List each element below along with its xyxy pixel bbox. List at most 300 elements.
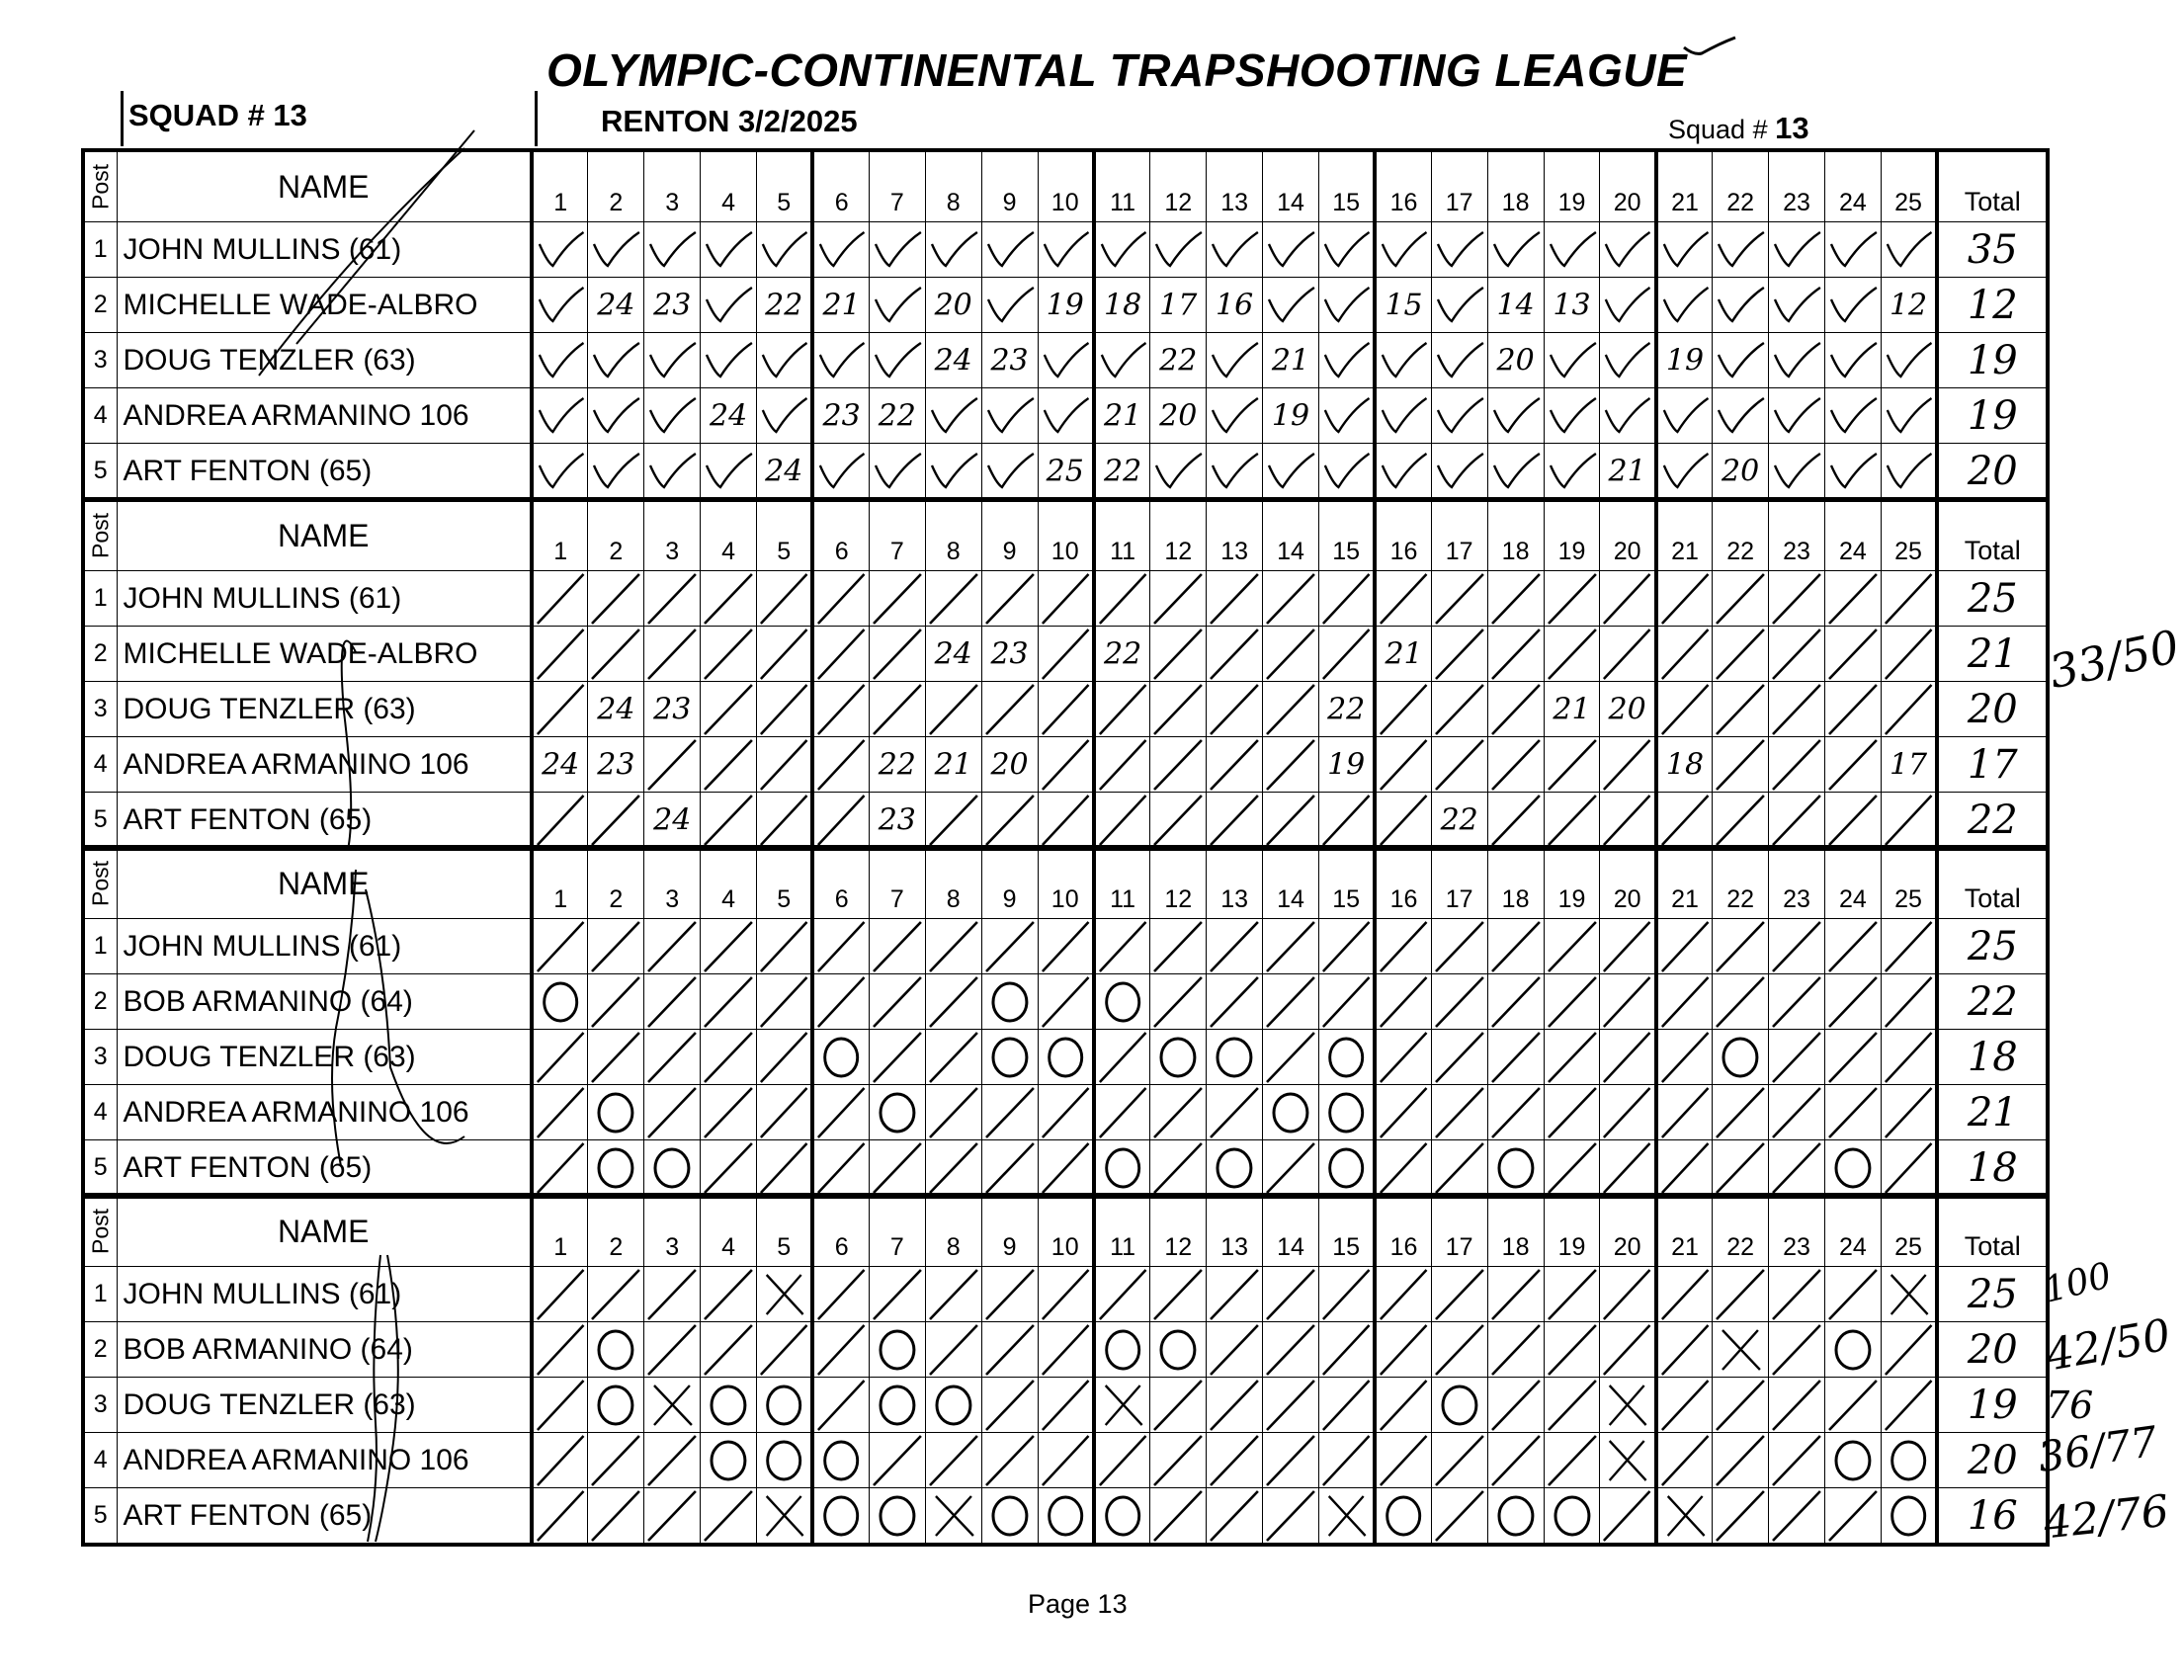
hit-slash-mark [1824, 571, 1881, 627]
target-number-header: 12 [1150, 150, 1207, 222]
miss-circle-mark [812, 1433, 869, 1488]
hit-slash-mark [1824, 1267, 1881, 1322]
hit-check-mark [757, 222, 813, 278]
shooter-row [83, 1030, 2048, 1085]
hit-slash-mark [1713, 793, 1769, 850]
shooter-name: JOHN MULLINS (61) [117, 222, 532, 278]
shooter-name: ART FENTON (65) [117, 1140, 532, 1198]
hit-slash-mark [812, 627, 869, 682]
running-count-mark [1094, 627, 1150, 682]
running-count-mark [981, 627, 1038, 682]
hit-slash-mark [1094, 1085, 1150, 1140]
hit-slash-mark [981, 919, 1038, 974]
hit-slash-mark [1431, 737, 1487, 793]
miss-circle-mark [644, 1140, 701, 1198]
hit-slash-mark [1713, 682, 1769, 737]
hit-slash-mark [1375, 1085, 1431, 1140]
hit-slash-mark [1263, 919, 1319, 974]
hit-slash-mark [1656, 1140, 1713, 1198]
hit-check-mark [1150, 444, 1207, 501]
hit-check-mark [1487, 222, 1544, 278]
hit-check-mark [1769, 388, 1825, 444]
post-header-label: Post [87, 1208, 114, 1255]
hit-check-mark [757, 333, 813, 388]
target-number-header: 10 [1038, 1195, 1094, 1267]
hit-check-mark [644, 388, 701, 444]
target-number-header: 15 [1318, 150, 1375, 222]
hit-slash-mark [1150, 682, 1207, 737]
hit-slash-mark [812, 793, 869, 850]
shooter-row [83, 444, 2048, 501]
post-header [83, 847, 117, 919]
running-count-value: 12 [1889, 288, 1928, 322]
shooter-row [83, 1433, 2048, 1488]
hit-slash-mark [812, 737, 869, 793]
target-number-header: 22 [1713, 847, 1769, 919]
hit-slash-mark [1544, 627, 1600, 682]
hit-slash-mark [701, 1085, 757, 1140]
round-total: 25 [1937, 919, 2048, 974]
target-number-header: 7 [869, 499, 925, 571]
hit-slash-mark [1094, 919, 1150, 974]
shooter-row [83, 627, 2048, 682]
hit-slash-mark [1318, 627, 1375, 682]
hit-check-mark [1881, 333, 1937, 388]
running-count-value: 24 [653, 802, 692, 837]
target-number-header: 21 [1656, 150, 1713, 222]
cross-mark [1881, 1267, 1937, 1322]
hit-slash-mark [532, 1378, 588, 1433]
hit-slash-mark [1375, 1030, 1431, 1085]
hit-slash-mark [1431, 1322, 1487, 1378]
score-table [81, 1193, 2050, 1547]
hit-slash-mark [1207, 737, 1263, 793]
hit-check-mark [1318, 333, 1375, 388]
post-number: 5 [83, 444, 117, 501]
hit-slash-mark [1881, 1322, 1937, 1378]
target-number-header: 15 [1318, 499, 1375, 571]
hit-slash-mark [812, 1378, 869, 1433]
miss-circle-mark [812, 1030, 869, 1085]
hit-slash-mark [1263, 974, 1319, 1030]
hit-slash-mark [1318, 919, 1375, 974]
handwritten-check-icon [1680, 34, 1739, 63]
cross-mark [1656, 1488, 1713, 1546]
event-label: RENTON 3/2/2025 [601, 104, 858, 138]
running-count-mark [1881, 278, 1937, 333]
miss-circle-mark [1881, 1488, 1937, 1546]
hit-slash-mark [701, 627, 757, 682]
hit-slash-mark [1263, 737, 1319, 793]
target-number-header: 17 [1431, 499, 1487, 571]
running-count-value: 22 [878, 747, 916, 782]
hit-slash-mark [1038, 571, 1094, 627]
target-number-header: 3 [644, 847, 701, 919]
target-number-header: 8 [925, 847, 981, 919]
header-divider [121, 91, 124, 146]
post-number: 1 [83, 1267, 117, 1322]
miss-circle-mark [588, 1378, 644, 1433]
running-count-mark [1038, 278, 1094, 333]
hit-slash-mark [1769, 974, 1825, 1030]
squad-right-label: Squad # [1668, 115, 1768, 144]
target-number-header: 21 [1656, 847, 1713, 919]
hit-check-mark [981, 388, 1038, 444]
hit-slash-mark [1656, 793, 1713, 850]
target-number-header: 11 [1094, 847, 1150, 919]
miss-circle-mark [1431, 1378, 1487, 1433]
hit-slash-mark [1094, 737, 1150, 793]
target-number-header: 23 [1769, 150, 1825, 222]
hit-slash-mark [1713, 737, 1769, 793]
shooter-name: JOHN MULLINS (61) [117, 571, 532, 627]
shooter-name: MICHELLE WADE-ALBRO [117, 627, 532, 682]
hit-slash-mark [1656, 1378, 1713, 1433]
total-header: Total [1937, 150, 2048, 222]
hit-slash-mark [1094, 571, 1150, 627]
running-count-mark [532, 737, 588, 793]
shooter-row [83, 278, 2048, 333]
hit-slash-mark [1263, 1378, 1319, 1433]
running-count-value: 18 [1104, 288, 1142, 322]
margin-note: 76 [2046, 1384, 2094, 1427]
hit-check-mark [1094, 333, 1150, 388]
running-count-value: 25 [1046, 454, 1084, 488]
hit-slash-mark [1824, 682, 1881, 737]
header-row [83, 847, 2048, 919]
hit-slash-mark [869, 1140, 925, 1198]
target-number-header: 16 [1375, 150, 1431, 222]
hit-slash-mark [925, 974, 981, 1030]
target-number-header: 18 [1487, 499, 1544, 571]
hit-slash-mark [1881, 919, 1937, 974]
running-count-value: 23 [653, 288, 692, 322]
hit-slash-mark [1600, 737, 1656, 793]
target-number-header: 24 [1824, 150, 1881, 222]
hit-slash-mark [981, 1433, 1038, 1488]
shooter-name: MICHELLE WADE-ALBRO [117, 278, 532, 333]
hit-check-mark [981, 444, 1038, 501]
hit-slash-mark [644, 974, 701, 1030]
hit-slash-mark [1713, 627, 1769, 682]
running-count-value: 20 [1159, 398, 1198, 433]
hit-check-mark [532, 222, 588, 278]
miss-circle-mark [869, 1085, 925, 1140]
hit-slash-mark [1263, 1140, 1319, 1198]
shooter-name: BOB ARMANINO (64) [117, 1322, 532, 1378]
hit-slash-mark [1207, 1433, 1263, 1488]
hit-slash-mark [1150, 1267, 1207, 1322]
hit-check-mark [588, 333, 644, 388]
hit-slash-mark [532, 1322, 588, 1378]
miss-circle-mark [1824, 1140, 1881, 1198]
running-count-value: 13 [1553, 288, 1591, 322]
hit-slash-mark [1824, 1085, 1881, 1140]
target-number-header: 18 [1487, 847, 1544, 919]
hit-slash-mark [1881, 682, 1937, 737]
hit-slash-mark [644, 1267, 701, 1322]
name-header: NAME [117, 1195, 532, 1267]
target-number-header: 17 [1431, 847, 1487, 919]
hit-slash-mark [1656, 1030, 1713, 1085]
hit-check-mark [1713, 278, 1769, 333]
hit-check-mark [1600, 333, 1656, 388]
miss-circle-mark [1207, 1030, 1263, 1085]
hit-slash-mark [701, 919, 757, 974]
hit-slash-mark [701, 1488, 757, 1546]
round-block [81, 497, 2046, 851]
running-count-mark [812, 388, 869, 444]
shooter-row [83, 333, 2048, 388]
hit-slash-mark [1769, 627, 1825, 682]
shooter-row [83, 1488, 2048, 1546]
hit-slash-mark [1544, 1085, 1600, 1140]
shooter-name: ANDREA ARMANINO 106 [117, 1085, 532, 1140]
hit-slash-mark [532, 1488, 588, 1546]
hit-slash-mark [1318, 1322, 1375, 1378]
target-number-header: 15 [1318, 1195, 1375, 1267]
hit-slash-mark [1656, 682, 1713, 737]
hit-slash-mark [1094, 793, 1150, 850]
shooter-row [83, 919, 2048, 974]
hit-slash-mark [701, 793, 757, 850]
running-count-mark [1318, 737, 1375, 793]
post-number: 4 [83, 1433, 117, 1488]
running-count-value: 17 [1889, 747, 1928, 782]
hit-slash-mark [1487, 571, 1544, 627]
running-count-value: 22 [765, 288, 803, 322]
running-count-mark [812, 278, 869, 333]
target-number-header: 12 [1150, 847, 1207, 919]
miss-circle-mark [588, 1085, 644, 1140]
target-number-header: 25 [1881, 499, 1937, 571]
hit-slash-mark [1769, 1433, 1825, 1488]
running-count-value: 21 [822, 288, 861, 322]
target-number-header: 5 [757, 1195, 813, 1267]
shooter-row [83, 1267, 2048, 1322]
cross-mark [757, 1488, 813, 1546]
running-count-mark [1713, 444, 1769, 501]
cross-mark [925, 1488, 981, 1546]
hit-slash-mark [757, 793, 813, 850]
hit-slash-mark [1600, 571, 1656, 627]
hit-slash-mark [1038, 1433, 1094, 1488]
target-number-header: 2 [588, 847, 644, 919]
hit-slash-mark [1038, 793, 1094, 850]
post-number: 2 [83, 974, 117, 1030]
round-total: 19 [1937, 388, 2048, 444]
hit-slash-mark [1263, 1322, 1319, 1378]
target-number-header: 12 [1150, 499, 1207, 571]
hit-slash-mark [588, 919, 644, 974]
page-footer: Page 13 [1028, 1589, 1128, 1619]
running-count-mark [869, 793, 925, 850]
target-number-header: 24 [1824, 499, 1881, 571]
running-count-mark [1318, 682, 1375, 737]
target-number-header: 5 [757, 847, 813, 919]
miss-circle-mark [532, 974, 588, 1030]
hit-slash-mark [1375, 1267, 1431, 1322]
running-count-mark [869, 388, 925, 444]
round-total: 12 [1937, 278, 2048, 333]
hit-slash-mark [1375, 793, 1431, 850]
hit-slash-mark [1487, 1085, 1544, 1140]
hit-check-mark [1600, 388, 1656, 444]
target-number-header: 22 [1713, 499, 1769, 571]
hit-check-mark [1769, 222, 1825, 278]
round-total: 21 [1937, 1085, 2048, 1140]
miss-circle-mark [1713, 1030, 1769, 1085]
miss-circle-mark [1318, 1030, 1375, 1085]
target-number-header: 19 [1544, 499, 1600, 571]
running-count-mark [1150, 278, 1207, 333]
name-header: NAME [117, 150, 532, 222]
miss-circle-mark [1375, 1488, 1431, 1546]
running-count-mark [1656, 333, 1713, 388]
miss-circle-mark [757, 1433, 813, 1488]
miss-circle-mark [1094, 974, 1150, 1030]
hit-slash-mark [588, 793, 644, 850]
target-number-header: 8 [925, 150, 981, 222]
hit-slash-mark [532, 919, 588, 974]
hit-slash-mark [757, 682, 813, 737]
running-count-mark [1263, 388, 1319, 444]
hit-slash-mark [1769, 571, 1825, 627]
hit-slash-mark [644, 627, 701, 682]
margin-note: 36/77 [2035, 1416, 2160, 1482]
hit-slash-mark [588, 974, 644, 1030]
target-number-header: 16 [1375, 847, 1431, 919]
hit-slash-mark [925, 571, 981, 627]
cross-mark [757, 1267, 813, 1322]
running-count-value: 21 [1553, 692, 1591, 726]
running-count-mark [1600, 444, 1656, 501]
running-count-mark [1263, 333, 1319, 388]
hit-slash-mark [644, 1433, 701, 1488]
shooter-name: JOHN MULLINS (61) [117, 1267, 532, 1322]
hit-slash-mark [1207, 974, 1263, 1030]
target-number-header: 14 [1263, 1195, 1319, 1267]
hit-slash-mark [1375, 1140, 1431, 1198]
hit-slash-mark [1487, 737, 1544, 793]
miss-circle-mark [1487, 1488, 1544, 1546]
hit-slash-mark [812, 1267, 869, 1322]
round-total: 19 [1937, 1378, 2048, 1433]
post-number: 4 [83, 737, 117, 793]
target-number-header: 3 [644, 150, 701, 222]
hit-slash-mark [1769, 1322, 1825, 1378]
header-row [83, 150, 2048, 222]
miss-circle-mark [1207, 1140, 1263, 1198]
hit-check-mark [1544, 222, 1600, 278]
cross-mark [1318, 1488, 1375, 1546]
running-count-mark [869, 737, 925, 793]
hit-slash-mark [812, 1140, 869, 1198]
hit-slash-mark [812, 1085, 869, 1140]
hit-slash-mark [1713, 1140, 1769, 1198]
hit-slash-mark [1038, 1140, 1094, 1198]
hit-slash-mark [1487, 1267, 1544, 1322]
hit-slash-mark [1600, 974, 1656, 1030]
miss-circle-mark [1318, 1085, 1375, 1140]
hit-slash-mark [1713, 919, 1769, 974]
hit-slash-mark [1150, 571, 1207, 627]
hit-check-mark [1769, 333, 1825, 388]
hit-check-mark [869, 278, 925, 333]
running-count-value: 23 [990, 636, 1029, 671]
running-count-mark [1544, 278, 1600, 333]
running-count-value: 20 [934, 288, 972, 322]
hit-slash-mark [1207, 793, 1263, 850]
hit-slash-mark [981, 1322, 1038, 1378]
hit-slash-mark [1375, 1433, 1431, 1488]
post-number: 3 [83, 1378, 117, 1433]
target-number-header: 16 [1375, 499, 1431, 571]
running-count-value: 24 [934, 636, 972, 671]
target-number-header: 19 [1544, 847, 1600, 919]
target-number-header: 24 [1824, 847, 1881, 919]
round-block [81, 1193, 2046, 1547]
hit-slash-mark [1207, 1378, 1263, 1433]
hit-slash-mark [1656, 1433, 1713, 1488]
hit-slash-mark [1769, 1378, 1825, 1433]
shooter-name: ANDREA ARMANINO 106 [117, 388, 532, 444]
cross-mark [1094, 1378, 1150, 1433]
hit-check-mark [532, 444, 588, 501]
hit-check-mark [1824, 388, 1881, 444]
hit-slash-mark [1487, 627, 1544, 682]
hit-check-mark [1487, 444, 1544, 501]
hit-check-mark [1824, 444, 1881, 501]
running-count-mark [1150, 388, 1207, 444]
hit-check-mark [812, 333, 869, 388]
hit-slash-mark [1038, 627, 1094, 682]
target-number-header: 25 [1881, 150, 1937, 222]
hit-slash-mark [1038, 1267, 1094, 1322]
hit-slash-mark [532, 793, 588, 850]
hit-slash-mark [1375, 571, 1431, 627]
hit-slash-mark [1769, 737, 1825, 793]
round-total: 20 [1937, 682, 2048, 737]
hit-slash-mark [757, 1140, 813, 1198]
hit-check-mark [701, 222, 757, 278]
running-count-mark [701, 388, 757, 444]
target-number-header: 25 [1881, 847, 1937, 919]
hit-slash-mark [588, 1433, 644, 1488]
target-number-header: 7 [869, 150, 925, 222]
running-count-value: 22 [1104, 636, 1142, 671]
target-number-header: 12 [1150, 1195, 1207, 1267]
miss-circle-mark [1318, 1140, 1375, 1198]
hit-slash-mark [701, 1030, 757, 1085]
post-header [83, 499, 117, 571]
target-number-header: 10 [1038, 499, 1094, 571]
miss-circle-mark [1150, 1030, 1207, 1085]
post-number: 5 [83, 1488, 117, 1546]
target-number-header: 13 [1207, 499, 1263, 571]
hit-check-mark [1769, 278, 1825, 333]
hit-slash-mark [1881, 974, 1937, 1030]
running-count-value: 23 [990, 343, 1029, 378]
running-count-value: 20 [1608, 692, 1646, 726]
hit-slash-mark [869, 919, 925, 974]
hit-slash-mark [1713, 1488, 1769, 1546]
hit-slash-mark [869, 1267, 925, 1322]
hit-slash-mark [1431, 682, 1487, 737]
shooter-row [83, 974, 2048, 1030]
shooter-name: BOB ARMANINO (64) [117, 974, 532, 1030]
hit-slash-mark [757, 974, 813, 1030]
